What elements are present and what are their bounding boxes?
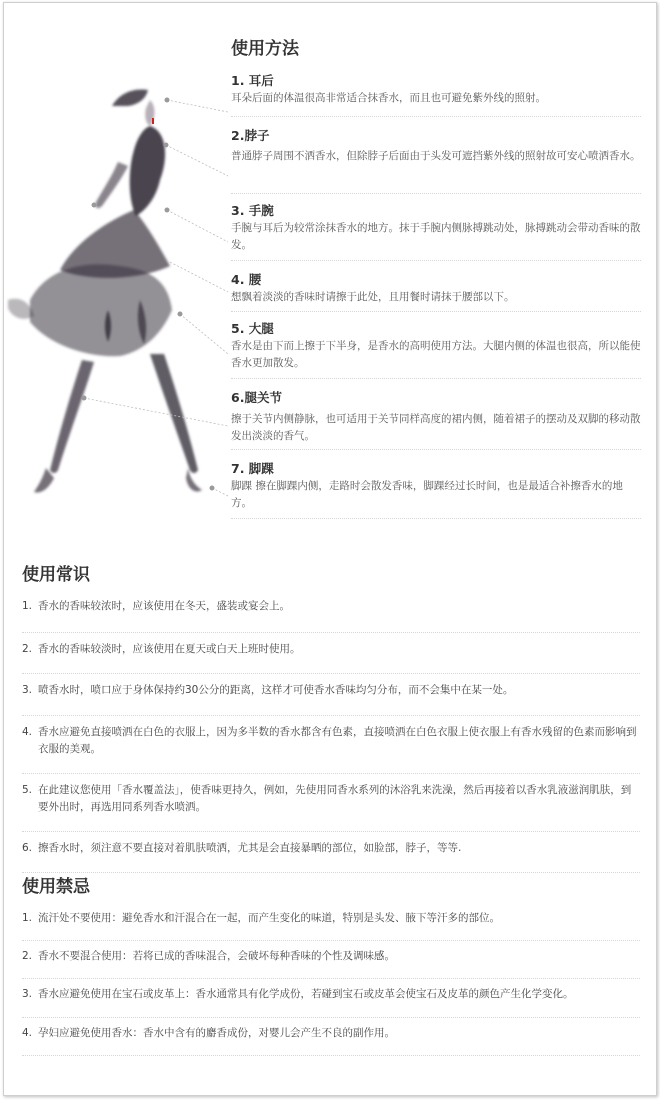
step-description: 普通脖子周围不洒香水，但除脖子后面由于头发可遮挡紫外线的照射故可安心喷洒香水。 [231,150,641,162]
step-wrist [231,194,641,261]
point-marker-wrist [92,203,97,208]
step-knee [231,379,641,450]
point-marker-knee [82,396,87,401]
item-number: 2. [22,950,33,962]
knowledge-section-title: 使用常识 [22,565,90,585]
step-title: 2.脖子 [231,128,270,143]
knowledge-list [22,598,640,873]
step-ear [231,70,641,117]
list-item [22,633,640,674]
item-text: 喷香水时，喷口应于身体保持约30公分的距离，这样才可使香水香味均匀分布，而不会集中在某一处。 [38,684,514,696]
step-description: 手腕与耳后为较常涂抹香水的地方。抹于手腕内侧脉搏跳动处，脉搏跳动会带动香味的散发。 [231,222,641,251]
step-title: 5. 大腿 [231,321,274,336]
list-item [22,674,640,716]
item-number: 2. [22,643,33,655]
step-description: 耳朵后面的体温很高非常适合抹香水，而且也可避免紫外线的照射。 [231,92,546,104]
step-description: 香水是由下而上擦于下半身，是香水的高明使用方法。大腿内侧的体温也很高，所以能使香水更加散发。 [231,340,641,369]
step-title: 3. 手腕 [231,203,274,218]
step-title: 1. 耳后 [231,73,274,88]
item-text: 香水的香味较淡时，应该使用在夏天或白天上班时使用。 [38,643,301,655]
list-item [22,716,640,774]
step-description: 擦于关节内侧静脉，也可适用于关节同样高度的裙内侧，随着裙子的摆动及双脚的移动散发出淡淡的香气。 [231,413,641,442]
method-section-title: 使用方法 [231,39,299,59]
step-thigh [231,312,641,379]
step-title: 7. 脚踝 [231,461,274,476]
list-item [22,910,640,941]
list-item [22,832,640,873]
item-text: 香水应避免使用在宝石或皮革上：香水通常具有化学成份，若碰到宝石或皮革会使宝石及皮革的颜色产生化学变化。 [38,988,574,1000]
item-number: 5. [22,784,33,796]
item-number: 1. [22,912,33,924]
item-number: 4. [22,1027,33,1039]
step-title: 4. 腰 [231,272,262,287]
list-item [22,941,640,979]
item-text: 香水不要混合使用：若将已成的香味混合，会破坏每种香味的个性及调味感。 [38,950,395,962]
step-description: 想飘着淡淡的香味时请擦于此处，且用餐时请抹于腰部以下。 [231,291,515,303]
method-steps [231,70,641,519]
item-number: 1. [22,600,33,612]
point-marker-waist [165,208,170,213]
item-text: 香水应避免直接喷洒在白色的衣服上，因为多半数的香水都含有色素，直接喷洒在白色衣服上使衣服上有香水残留的色素而影响到衣服的美观。 [38,726,637,755]
step-neck [231,117,641,194]
step-waist [231,261,641,312]
point-marker-neck [164,143,169,148]
item-text: 流汗处不要使用：避免香水和汗混合在一起，而产生变化的味道，特别是头发、腋下等汗多的部位。 [38,912,500,924]
step-ankle [231,450,641,519]
taboo-list [22,910,640,1056]
item-text: 在此建议您使用「香水覆盖法」，使香味更持久，例如，先使用同香水系列的沐浴乳来洗澡，然后再接着以香水乳液滋润肌肤，到要外出时，再选用同系列香水喷洒。 [38,784,632,813]
item-text: 香水的香味较浓时，应该使用在冬天，盛装或宴会上。 [38,600,290,612]
item-number: 4. [22,726,33,738]
step-title: 6.腿关节 [231,390,282,405]
step-description: 脚踝 擦在脚踝内侧，走路时会散发香味，脚踝经过长时间，也是最适合补擦香水的地方。 [231,480,623,509]
item-number: 3. [22,988,33,1000]
list-item [22,598,640,633]
taboo-section-title: 使用禁忌 [22,877,90,897]
point-marker-ear [165,98,170,103]
point-marker-thigh [178,312,183,317]
item-number: 6. [22,842,33,854]
point-marker-ankle [210,486,215,491]
item-text: 擦香水时，须注意不要直接对着肌肤喷洒，尤其是会直接暴晒的部位，如脸部，脖子，等等. [38,842,462,854]
list-item [22,1018,640,1056]
list-item [22,979,640,1018]
list-item [22,774,640,832]
item-text: 孕妇应避免使用香水：香水中含有的麝香成份，对婴儿会产生不良的副作用。 [38,1027,395,1039]
item-number: 3. [22,684,33,696]
